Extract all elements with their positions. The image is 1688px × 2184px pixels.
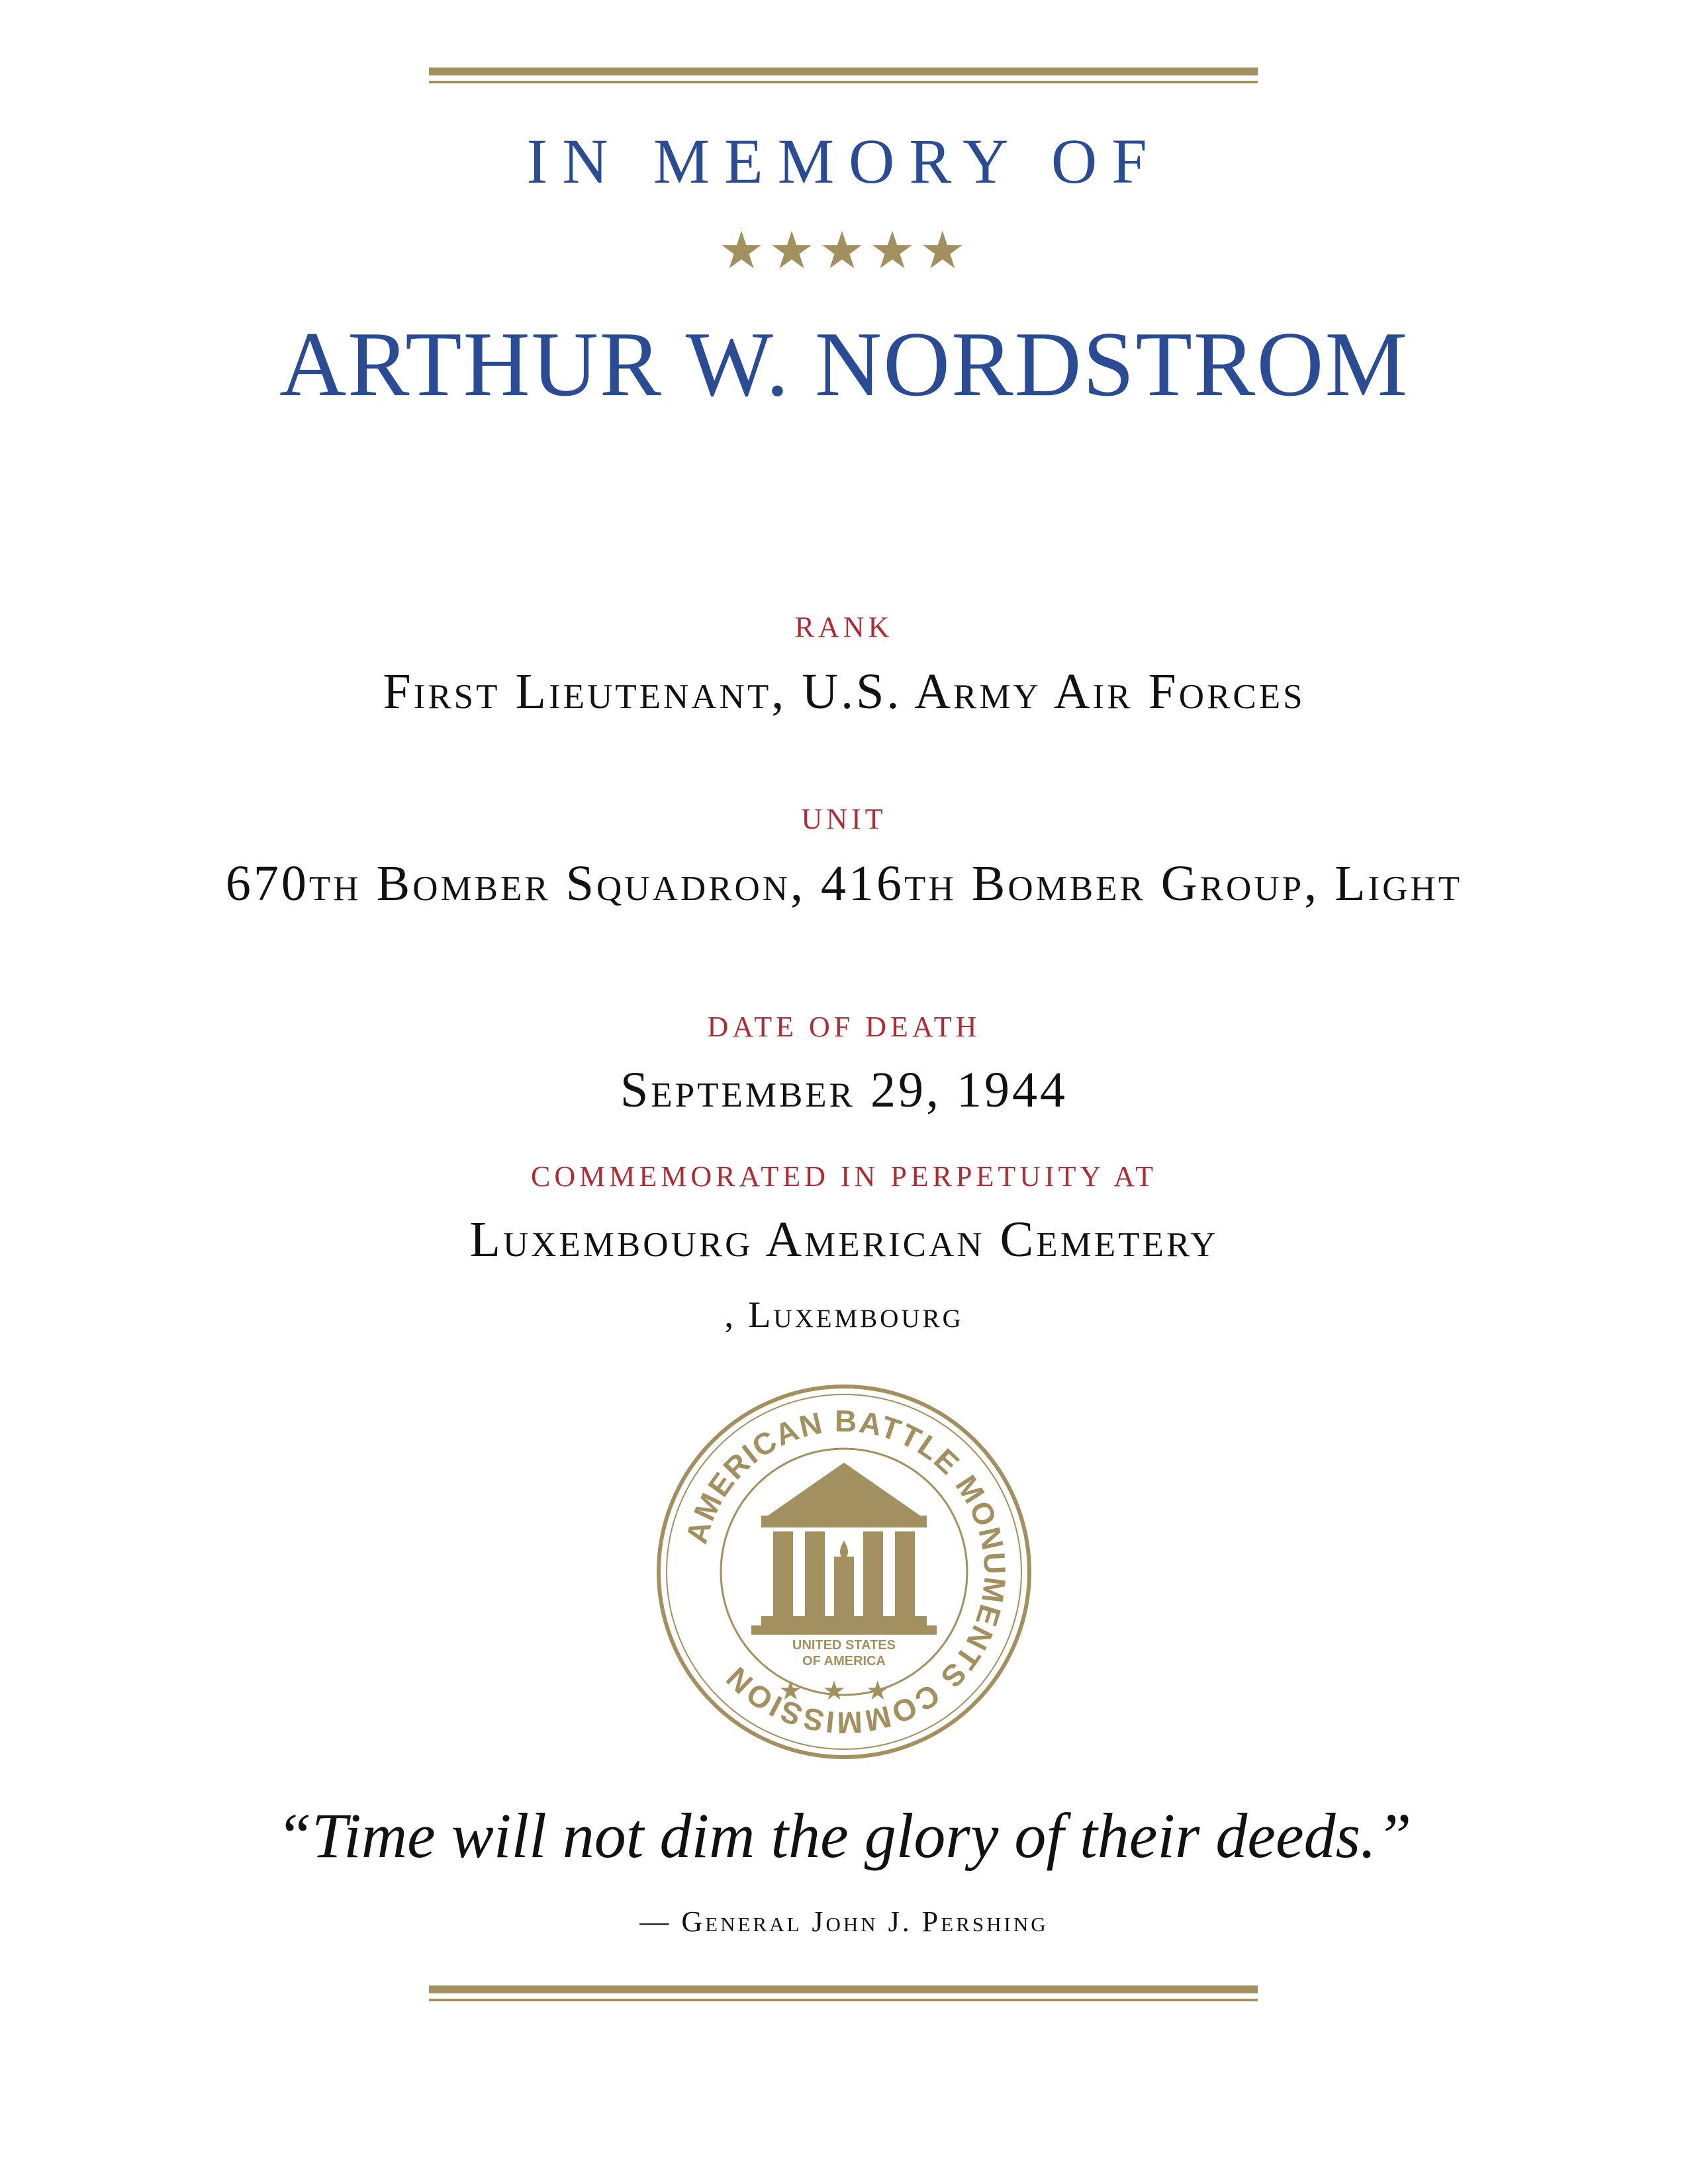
- stars-row: ★★★★★: [718, 222, 970, 279]
- svg-text:UNITED STATES: UNITED STATES: [792, 1638, 896, 1653]
- unit-value: 670th Bomber Squadron, 416th Bomber Group, Light: [225, 856, 1463, 911]
- rank-value: First Lieutenant, U.S. Army Air Forces: [383, 664, 1305, 719]
- cemetery-name: Luxembourg American Cemetery: [469, 1212, 1219, 1267]
- cemetery-location: , Luxembourg: [724, 1295, 964, 1336]
- in-memory-heading: IN MEMORY OF: [526, 126, 1162, 197]
- honoree-name: ARTHUR W. NORDSTROM: [279, 313, 1409, 416]
- unit-label: UNIT: [801, 803, 887, 835]
- abmc-seal-icon: [655, 1383, 1033, 1760]
- svg-text:AMERICAN BATTLE MONUMENTS COMM: AMERICAN BATTLE MONUMENTS COMMISSION: [679, 1403, 1013, 1741]
- rank-label: RANK: [794, 611, 894, 643]
- date-of-death-label: DATE OF DEATH: [707, 1011, 981, 1043]
- top-rule: [429, 68, 1258, 83]
- bottom-rule: [429, 1985, 1258, 2001]
- svg-text:OF AMERICA: OF AMERICA: [802, 1654, 886, 1668]
- quote-attribution: — General John J. Pershing: [639, 1905, 1049, 1938]
- svg-text:★★★: ★★★: [778, 1676, 910, 1706]
- commemorated-label: COMMEMORATED IN PERPETUITY AT: [530, 1160, 1158, 1193]
- date-of-death-value: September 29, 1944: [620, 1062, 1068, 1118]
- pershing-quote: “Time will not dim the glory of their deeds.”: [276, 1800, 1412, 1871]
